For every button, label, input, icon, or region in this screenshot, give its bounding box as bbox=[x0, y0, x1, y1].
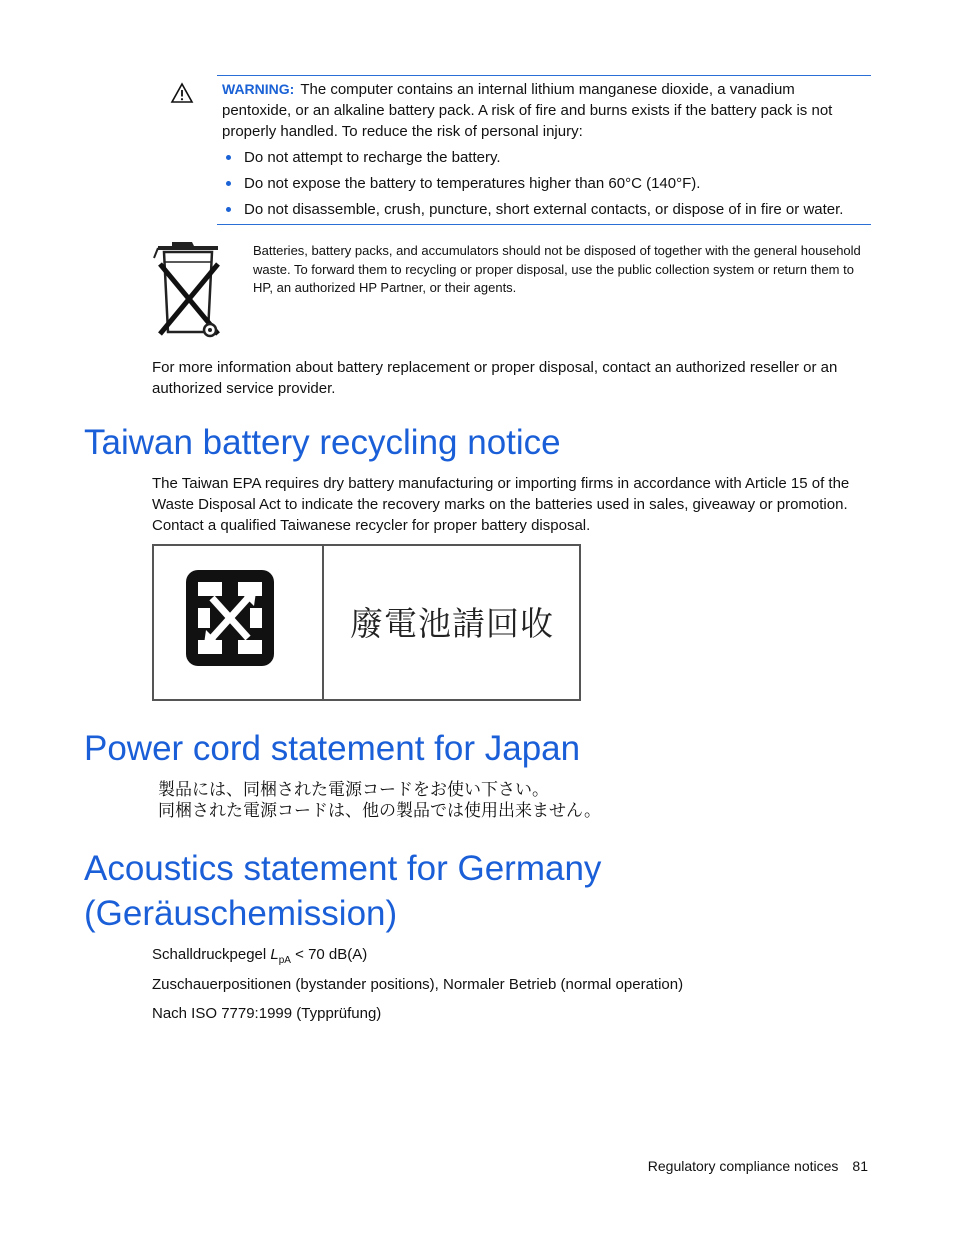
more-info-paragraph: For more information about battery replacement or proper disposal, contact an authorized reseller or an authorized service provider. bbox=[152, 359, 838, 397]
warning-triangle-icon bbox=[170, 82, 194, 104]
japan-line-2: 同梱された電源コードは、他の製品では使用出来ません。 bbox=[158, 801, 602, 821]
warning-bottom-rule bbox=[217, 224, 871, 225]
warning-top-rule bbox=[217, 75, 871, 76]
warning-paragraph bbox=[222, 79, 862, 142]
japan-statement bbox=[158, 780, 601, 822]
disposal-note: Batteries, battery packs, and accumulators should not be disposed of together with the general household waste. To forward them to recycling or proper disposal, use the public collection system or return them to HP, an authorized HP Partner, or their agents. bbox=[253, 243, 861, 295]
bystander-line: Zuschauerpositionen (bystander positions), Normaler Betrieb (normal operation) bbox=[152, 976, 684, 993]
page-footer bbox=[600, 1158, 868, 1174]
list-item: Do not expose the battery to temperatures higher than 60°C (140°F). bbox=[222, 173, 862, 194]
warning-text: The computer contains an internal lithium manganese dioxide, a vanadium pentoxide, or an alkaline battery pack. A risk of fire and burns exists if the battery pack is not properly handled. To reduce the risk of personal injury: bbox=[222, 81, 833, 140]
list-item: Do not disassemble, crush, puncture, short external contacts, or dispose of in fire or water. bbox=[222, 199, 862, 220]
footer-section-name: Regulatory compliance notices bbox=[647, 1158, 839, 1174]
warning-bullet-list bbox=[222, 147, 862, 225]
taiwan-section-title: Taiwan battery recycling notice bbox=[84, 423, 561, 462]
taiwan-recycle-icon bbox=[184, 568, 276, 668]
list-item: Do not attempt to recharge the battery. bbox=[222, 147, 862, 168]
recycle-characters: 廢電池請回收 bbox=[350, 604, 554, 643]
crossed-bin-icon bbox=[152, 240, 224, 340]
sound-pressure-line bbox=[152, 944, 864, 971]
japan-line-1: 製品には、同梱された電源コードをお使い下さい。 bbox=[158, 780, 549, 800]
germany-section-title-line-1: Acoustics statement for Germany bbox=[84, 849, 602, 888]
page-number: 81 bbox=[852, 1158, 868, 1174]
sound-pressure-subscript: pA bbox=[278, 955, 291, 966]
warning-label: WARNING: bbox=[222, 81, 295, 97]
sound-pressure-symbol: L bbox=[270, 946, 279, 963]
recycling-logo-cell bbox=[154, 546, 324, 699]
sound-pressure-label: Schalldruckpegel bbox=[152, 946, 271, 963]
germany-section-title-line-2: (Geräuschemission) bbox=[84, 894, 398, 933]
taiwan-paragraph: The Taiwan EPA requires dry battery manufacturing or importing firms in accordance with Article 15 of the Waste Disposal Act to indicate the recovery marks on the batteries used in sales, giveaway or promotion. Contact a qualified Taiwanese recycler for proper battery disposal. bbox=[152, 475, 850, 534]
taiwan-recycling-mark bbox=[152, 544, 581, 701]
japan-section-title: Power cord statement for Japan bbox=[84, 729, 581, 768]
sound-pressure-value: < 70 dB(A) bbox=[290, 946, 368, 963]
iso-line: Nach ISO 7779:1999 (Typprüfung) bbox=[152, 1005, 382, 1022]
